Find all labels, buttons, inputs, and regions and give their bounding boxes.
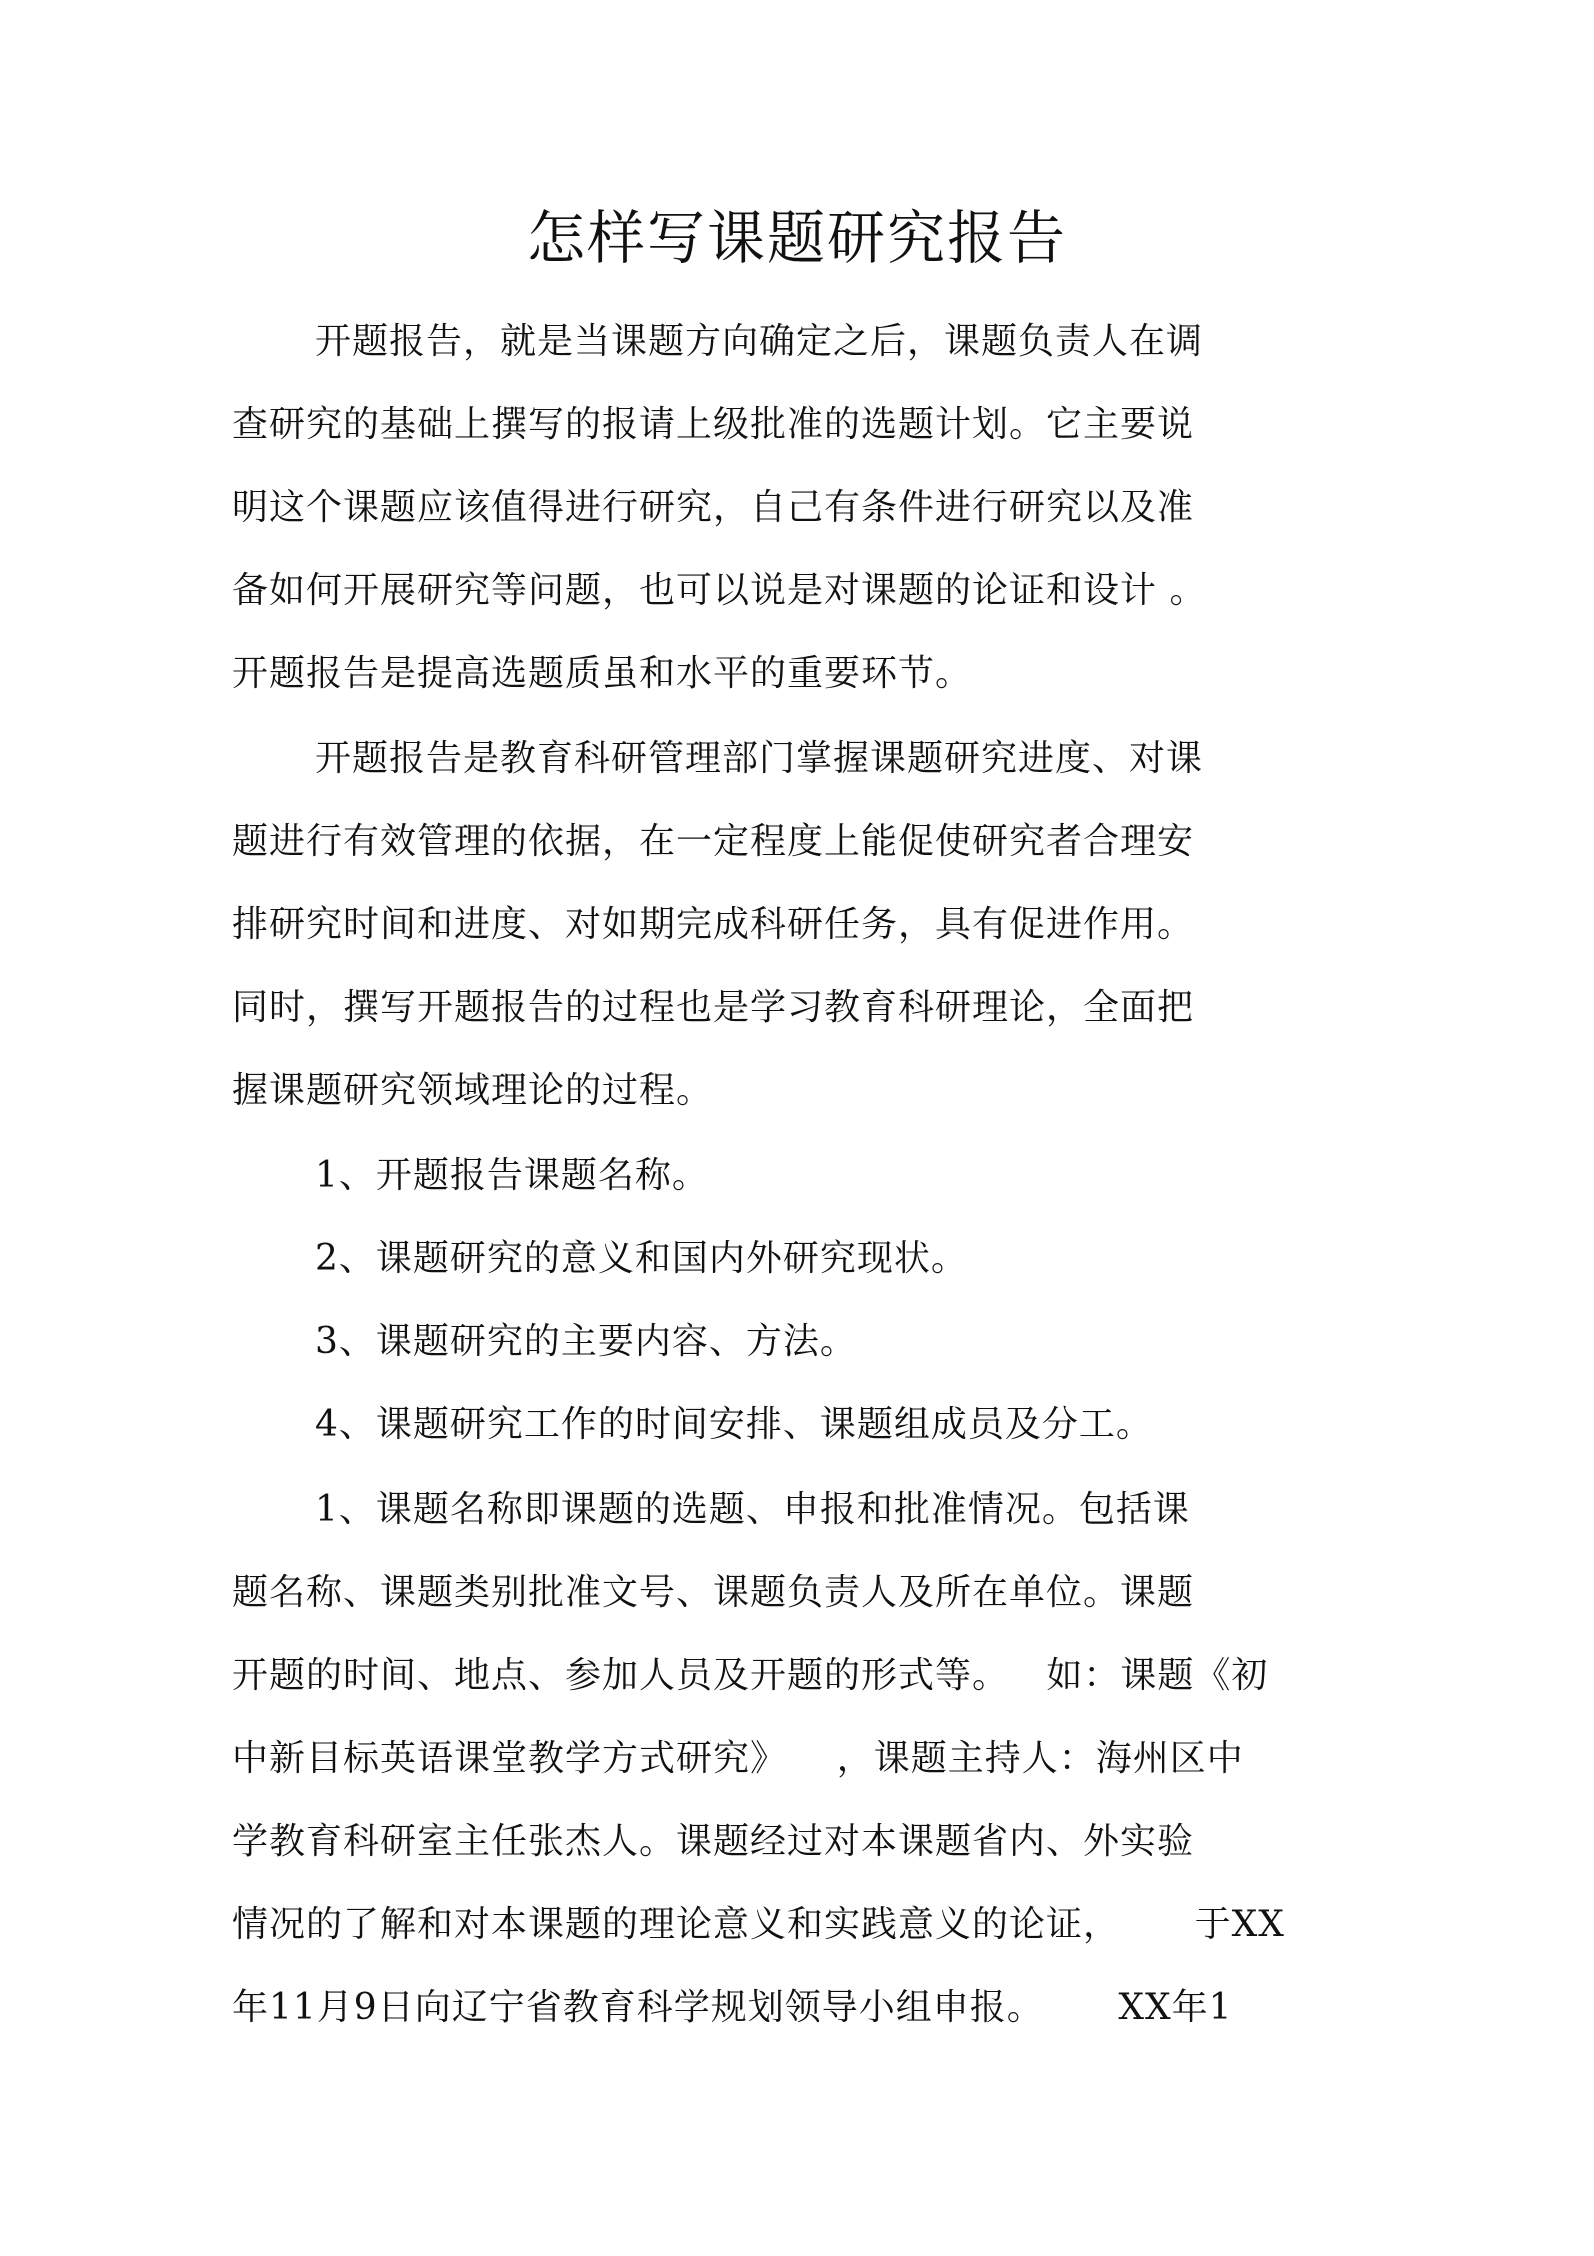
list-item: 4、课题研究工作的时间安排、课题组成员及分工。 <box>315 1404 1153 1445</box>
paragraph-line: 年11月9日向辽宁省教育科学规划领导小组申报。 XX年1 <box>232 1987 1233 2028</box>
paragraph-line: 学教育科研室主任张杰人。课题经过对本课题省内、外实验 <box>232 1821 1195 1862</box>
paragraph-line: 中新目标英语课堂教学方式研究》 ，课题主持人：海州区中 <box>232 1738 1244 1779</box>
paragraph-line: 情况的了解和对本课题的理论意义和实践意义的论证， 于XX <box>232 1904 1285 1945</box>
paragraph-line: 握课题研究领域理论的过程。 <box>232 1070 714 1111</box>
document-title: 怎样写课题研究报告 <box>526 204 1067 272</box>
paragraph-line: 题名称、课题类别批准文号、课题负责人及所在单位。课题 <box>232 1572 1195 1613</box>
paragraph-line: 开题报告是提高选题质虽和水平的重要环节。 <box>232 653 973 694</box>
paragraph-line: 开题的时间、地点、参加人员及开题的形式等。 如：课题《初 <box>232 1655 1269 1696</box>
paragraph-line: 明这个课题应该值得进行研究，自己有条件进行研究以及准 <box>232 487 1195 528</box>
paragraph-line: 同时，撰写开题报告的过程也是学习教育科研理论，全面把 <box>232 987 1195 1028</box>
paragraph-line: 备如何开展研究等问题，也可以说是对课题的论证和设计 。 <box>232 570 1207 611</box>
paragraph-line: 查研究的基础上撰写的报请上级批准的选题计划。它主要说 <box>232 404 1195 445</box>
paragraph-line: 题进行有效管理的依据，在一定程度上能促使研究者合理安 <box>232 821 1195 862</box>
paragraph-line: 1、课题名称即课题的选题、申报和批准情况。包括课 <box>315 1489 1190 1530</box>
paragraph-line: 排研究时间和进度、对如期完成科研任务，具有促进作用。 <box>232 904 1195 945</box>
paragraph-line: 开题报告是教育科研管理部门掌握课题研究进度、对课 <box>315 738 1204 779</box>
list-item: 3、课题研究的主要内容、方法。 <box>315 1321 857 1362</box>
list-item: 1、开题报告课题名称。 <box>315 1155 709 1196</box>
list-item: 2、课题研究的意义和国内外研究现状。 <box>315 1238 968 1279</box>
paragraph-line: 开题报告，就是当课题方向确定之后，课题负责人在调 <box>315 321 1204 362</box>
